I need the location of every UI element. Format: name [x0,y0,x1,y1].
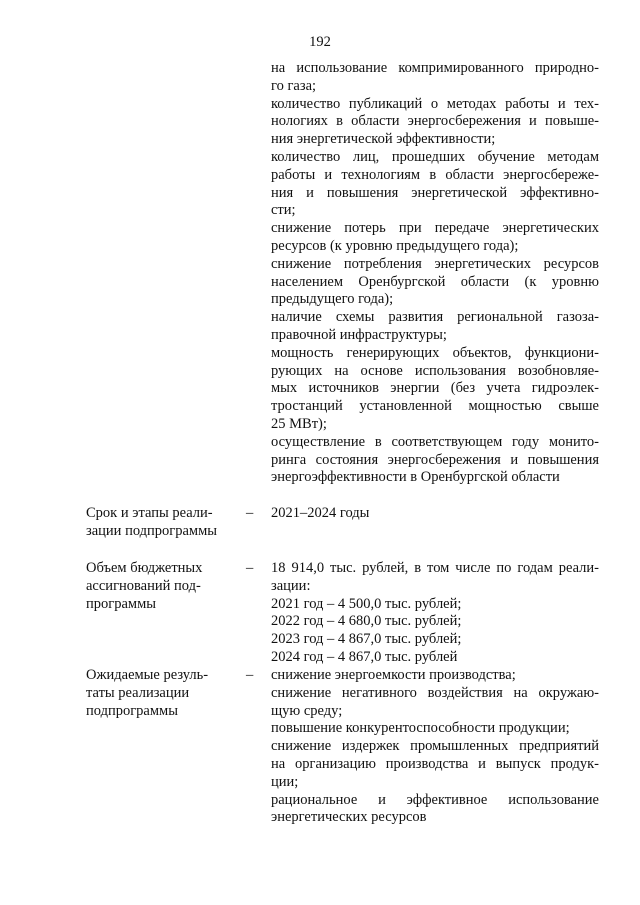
text-line: количество публикаций о методах работы и тех- [271,95,599,112]
text-line: мощность генерирующих объектов, функциони- [271,344,599,361]
text-line: ции; [271,773,299,790]
row-value [271,667,599,827]
row-value [271,560,599,667]
list-item [271,149,599,220]
list-item [271,505,599,523]
text-line: 2022 год – 4 680,0 тыс. рублей; [271,613,462,630]
list-item [271,649,599,667]
text-line: щую среду; [271,702,343,719]
row-label [86,505,246,541]
text-line: ния и повышения энергетической эффективно- [271,184,599,201]
text-line: 2024 год – 4 867,0 тыс. рублей [271,648,458,665]
text-line: снижение негативного воздействия на окружаю- [271,684,599,701]
list-item [271,434,599,487]
text-line: зации: [271,577,311,594]
text-line: рациональное и эффективное использование [271,791,599,808]
text-line: 25 МВт); [271,415,327,432]
row-label [86,667,246,720]
text-line: энергетических ресурсов [271,809,427,826]
list-item [271,309,599,345]
label-line: Объем бюджетных [86,560,203,576]
label-line: программы [86,595,156,612]
list-item [271,667,599,685]
list-item [271,60,599,96]
text-line: снижение потерь при передаче энергетических [271,220,599,237]
text-line: 2023 год – 4 867,0 тыс. рублей; [271,631,462,648]
text-line: тростанций установленной мощностью свыше [271,398,599,415]
label-line: зации подпрограммы [86,522,218,539]
label-line: ассигнований под- [86,577,201,594]
list-item [271,96,599,149]
text-line: рующих на основе использования возобновляе- [271,362,599,379]
page-number: 192 [309,34,331,50]
row-label [86,560,246,613]
text-line: предыдущего года); [271,291,394,308]
list-item [271,345,599,434]
text-line: 2021–2024 годы [271,505,370,521]
text-line: наличие схемы развития региональной газоза- [271,309,599,326]
list-item [271,631,599,649]
list-item [271,220,599,256]
text-line: на использование компримированного природно- [271,60,599,76]
list-item [271,720,599,738]
text-line: нологиях в области энергосбережения и повыше- [271,113,599,130]
text-line: на организацию производства и выпуск продук- [271,755,599,772]
text-line: 18 914,0 тыс. рублей, в том числе по годам реали- [271,560,599,576]
text-line: мых источников энергии (без учета гидроэлек- [271,380,599,397]
text-line: ресурсов (к уровню предыдущего года); [271,237,519,254]
label-line: таты реализации [86,684,190,701]
text-line: количество лиц, прошедших обучение методам [271,148,599,165]
text-line: энергоэффективности в Оренбургской области [271,469,560,486]
row-dash: – [246,560,254,576]
text-line: ринга состояния энергосбережения и повышения [271,451,599,468]
row-dash: – [246,505,254,521]
list-item [271,738,599,791]
text-line: снижение потребления энергетических ресурсов [271,255,599,272]
label-line: Срок и этапы реали- [86,505,213,521]
list-item [271,596,599,614]
list-item [271,256,599,309]
indicators-continuation [271,60,599,487]
row-dash: – [246,667,254,683]
text-line: 2021 год – 4 500,0 тыс. рублей; [271,595,462,612]
text-line: го газа; [271,77,317,94]
label-line: Ожидаемые резуль- [86,667,209,683]
text-line: ния энергетической эффективности; [271,131,496,148]
text-line: сти; [271,202,296,219]
list-item [271,613,599,631]
text-line: правочной инфраструктуры; [271,326,447,343]
list-item [271,792,599,828]
text-line: снижение издержек промышленных предприятий [271,738,599,755]
list-item [271,685,599,721]
text-line: повышение конкурентоспособности продукции; [271,720,570,737]
text-line: осуществление в соответствующем году монито- [271,433,599,450]
text-line: населением Оренбургской области (к уровню [271,273,599,290]
text-line: снижение энергоемкости производства; [271,667,516,683]
row-value [271,505,599,523]
label-line: подпрограммы [86,702,178,719]
list-item [271,560,599,596]
text-line: работы и технологиям в области энергосбереже- [271,166,599,183]
